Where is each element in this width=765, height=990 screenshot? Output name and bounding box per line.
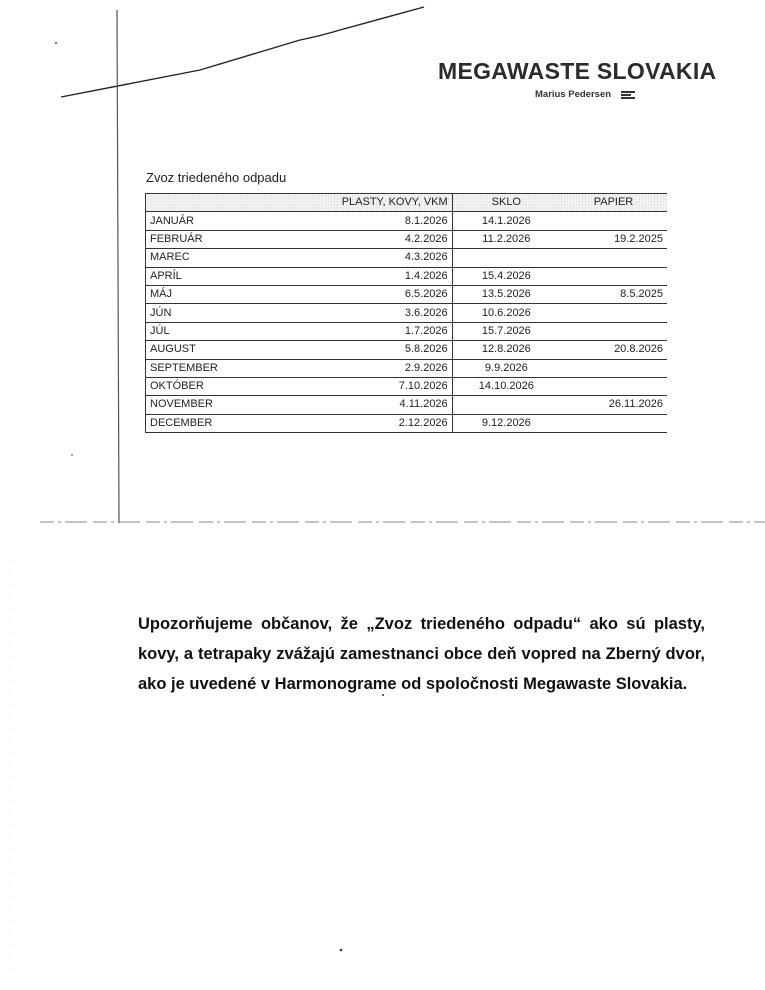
papier-date-cell: [560, 267, 667, 285]
sklo-date-cell: 9.12.2026: [452, 414, 560, 432]
diagonal-stroke: [61, 7, 424, 97]
table-row: [146, 396, 668, 414]
sklo-date-cell: 14.10.2026: [452, 377, 560, 395]
plasty-date-cell: 3.6.2026: [324, 304, 453, 322]
papier-date-cell: [560, 414, 667, 432]
sklo-date-cell: 15.4.2026: [452, 267, 560, 285]
table-row: [146, 212, 668, 230]
plasty-date-cell: 7.10.2026: [324, 377, 453, 395]
month-cell: FEBRUÁR: [146, 230, 324, 248]
table-row: [146, 285, 668, 303]
table-row: [146, 249, 668, 267]
sklo-date-cell: 12.8.2026: [452, 341, 560, 359]
month-cell: DECEMBER: [146, 414, 324, 432]
month-cell: MÁJ: [146, 285, 324, 303]
plasty-date-cell: 4.11.2026: [324, 396, 453, 414]
papier-date-cell: [560, 212, 667, 230]
month-cell: APRÍL: [146, 267, 324, 285]
plasty-date-cell: 2.12.2026: [324, 414, 453, 432]
month-cell: AUGUST: [146, 341, 324, 359]
company-subtitle-line: [535, 89, 635, 100]
plasty-date-cell: 4.2.2026: [324, 230, 453, 248]
month-cell: SEPTEMBER: [146, 359, 324, 377]
papier-date-cell: [560, 249, 667, 267]
sklo-date-cell: [452, 249, 560, 267]
company-header: [438, 58, 748, 100]
table-row: [146, 267, 668, 285]
papier-date-cell: [560, 359, 667, 377]
sklo-date-cell: [452, 396, 560, 414]
papier-date-cell: 26.11.2026: [560, 396, 667, 414]
papier-date-cell: 20.8.2026: [560, 341, 667, 359]
sklo-date-cell: 13.5.2026: [452, 285, 560, 303]
sklo-date-cell: 15.7.2026: [452, 322, 560, 340]
header-papier: PAPIER: [560, 194, 667, 212]
table-row: [146, 359, 668, 377]
table-row: [146, 377, 668, 395]
month-cell: JÚL: [146, 322, 324, 340]
papier-date-cell: 8.5.2025: [560, 285, 667, 303]
papier-date-cell: [560, 304, 667, 322]
month-cell: JANUÁR: [146, 212, 324, 230]
month-cell: OKTÓBER: [146, 377, 324, 395]
papier-date-cell: [560, 322, 667, 340]
papier-date-cell: 19.2.2025: [560, 230, 667, 248]
plasty-date-cell: 1.4.2026: [324, 267, 453, 285]
plasty-date-cell: 2.9.2026: [324, 359, 453, 377]
schedule-title: Zvoz triedeného odpadu: [146, 170, 287, 185]
company-subtitle: Marius Pedersen: [535, 89, 612, 100]
sklo-date-cell: 14.1.2026: [452, 212, 560, 230]
waste-collection-table: [145, 193, 667, 433]
table-header-row: [146, 194, 668, 212]
papier-date-cell: [560, 377, 667, 395]
table-row: [146, 414, 668, 432]
plasty-date-cell: 6.5.2026: [324, 285, 453, 303]
notice-paragraph: Upozorňujeme občanov, že „Zvoz triedeného odpadu“ ako sú plasty, kovy, a tetrapaky zvážajú zamestnanci obce deň vopred na Zberný dvor, ako je uvedené v Harmonograme od spoločnosti Megawaste Slovakia.: [138, 615, 705, 693]
month-cell: NOVEMBER: [146, 396, 324, 414]
marius-pedersen-logo-icon: [621, 91, 635, 99]
table-row: [146, 341, 668, 359]
plasty-date-cell: 4.3.2026: [324, 249, 453, 267]
plasty-date-cell: 8.1.2026: [324, 212, 453, 230]
company-name: MEGAWASTE SLOVAKIA: [438, 58, 717, 84]
month-cell: JÚN: [146, 304, 324, 322]
table-row: [146, 322, 668, 340]
month-cell: MAREC: [146, 249, 324, 267]
header-sklo: SKLO: [452, 194, 560, 212]
sklo-date-cell: 11.2.2026: [452, 230, 560, 248]
sklo-date-cell: 9.9.2026: [452, 359, 560, 377]
header-month: [146, 194, 324, 212]
table-row: [146, 230, 668, 248]
sklo-date-cell: 10.6.2026: [452, 304, 560, 322]
vertical-fold-line: [117, 10, 119, 523]
plasty-date-cell: 5.8.2026: [324, 341, 453, 359]
plasty-date-cell: 1.7.2026: [324, 322, 453, 340]
header-plasty: PLASTY, KOVY, VKM: [324, 194, 453, 212]
table-row: [146, 304, 668, 322]
